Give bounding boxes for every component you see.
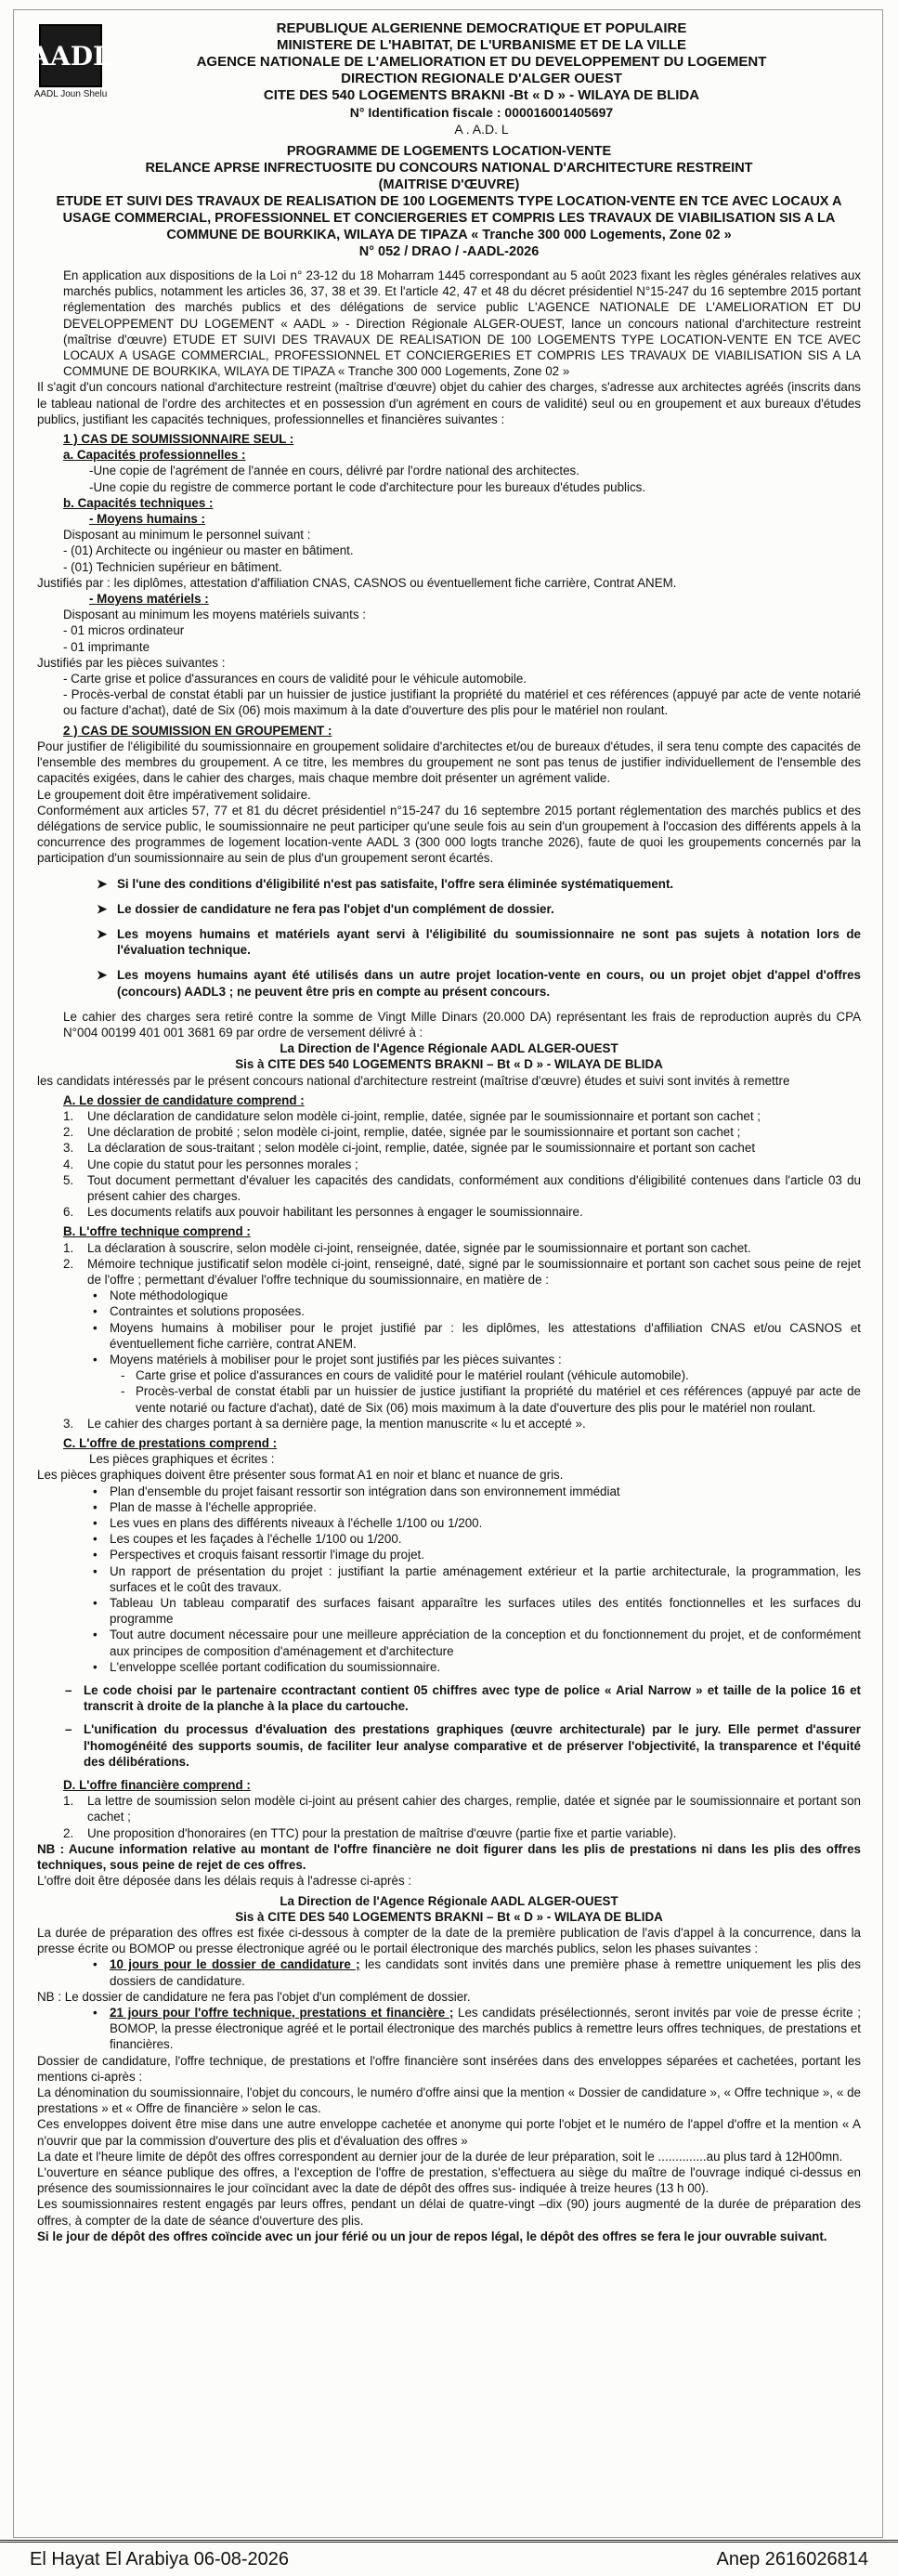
list-item: • Tableau Un tableau comparatif des surfaces faisant apparaître les surfaces utiles des entités fonctionnelles et les surfaces du programme	[93, 1596, 861, 1627]
list-item: • Note méthodologique	[93, 1288, 228, 1303]
tender-title	[37, 143, 861, 260]
anep-reference: Anep 2616026814	[716, 2548, 868, 2569]
material-means-title: - Moyens matériels :	[89, 592, 209, 607]
group-paragraph: Le groupement doit être impérativement solidaire.	[37, 787, 311, 802]
candidates-invite: les candidats intéressés par le présent concours national d'architecture restreint (maîtrise d'œuvre) études et suivi sont invités à remettre	[37, 1073, 790, 1088]
list-item: • 21 jours pour l'offre technique, prestations et financière ; Les candidats présélectionnés, seront invités par voie de presse écrite ; BOMOP, la presse électronique agréé et le portail électronique des marchés publics à remettre leurs offres techniques, de prestations et financières.	[93, 2005, 861, 2052]
section-d-title: D. L'offre financière comprend :	[63, 1778, 251, 1793]
deadline-paragraph: La date et l'heure limite de dépôt des offres correspondent au dernier jour de la durée de leur préparation, soit le ..............au plus tard à 12H00mn.	[37, 2149, 843, 2164]
material-means-intro: Disposant au minimum les moyens matériels suivants :	[63, 608, 366, 622]
eligibility-note: ➤ Les moyens humains ayant été utilisés dans un autre projet location-vente en cours, ou un projet objet d'appel d'offres (concours) AADL3 ; ne peuvent être pris en compte au présent concours.	[97, 968, 861, 999]
ministry-title: MINISTERE DE L'HABITAT, DE L'URBANISME ET DE LA VILLE	[276, 37, 687, 53]
list-item: • Moyens matériels à mobiliser pour le projet sont justifiés par les pièces suivantes :	[93, 1353, 562, 1366]
material-means-justif: Justifiés par les pièces suivantes :	[37, 655, 226, 670]
list-item: • Plan de masse à l'échelle appropriée.	[93, 1499, 317, 1514]
section-1-title: 1 ) CAS DE SOUMISSIONNAIRE SEUL :	[63, 432, 294, 447]
intro-paragraph-2: Il s'agit d'un concours national d'architecture restreint (maîtrise d'œuvre) objet du cahier des charges, s'adresse aux architectes agréés (inscrits dans le tableau national de l'ordre des architectes et en possession d'un agrément en cours de validité) seul ou en groupement et aux bureaux d'études publics, justifiant les capacités techniques, professionnelles et financières suivantes :	[37, 380, 861, 426]
list-item: • L'enveloppe scellée portant codification du soumissionnaire.	[93, 1659, 441, 1674]
material-means-item: - Carte grise et police d'assurances en cours de validité pour le véhicule automobile.	[63, 672, 527, 686]
group-paragraph: Pour justifier de l'éligibilité du soumissionnaire en groupement solidaire d'architectes et/ou de bureaux d'études, il sera tenu compte des capacités de l'ensemble des membres du groupement. A ce titre, les membres du groupement ne sont pas tenus de justifier individuellement de l'ensemble des capacités exigées, dans le cahier des charges, mais chaque membre doit présenter un agrément valide.	[37, 739, 861, 786]
acronym: A . A.D. L	[454, 122, 509, 137]
intro-paragraph: En application aux dispositions de la Loi n° 23-12 du 18 Moharram 1445 correspondant au 5 août 2023 fixant les règles générales relatives aux marchés publics, notamment les articles 36, 37, 38 et 39. Et l'article 42, 47 et 48 du décret présidentiel N°15-247 du 16 septembre 2015 portant réglementation des marchés publics et des délégations de service public L'AGENCE NATIONALE DE L'AMELIORATION ET DU DEVELOPPEMENT DU LOGEMENT « AADL » - Direction Régionale ALGER-OUEST, lance un concours national d'architecture restreint (maîtrise d'œuvre) ETUDE ET SUIVI DES TRAVAUX DE REALISATION DE 100 LOGEMENTS TYPE LOCATION-VENTE EN TCE AVEC LOCAUX A USAGE COMMERCIAL, PROFESSIONNEL ET CONCIERGERIES ET COMPRIS LES TRAVAUX DE VIABILISATION SIS A LA COMMUNE DE BOURKIKA, WILAYA DE TIPAZA « Tranche 300 000 Logements, Zone 02 »	[63, 268, 861, 379]
list-item: - Carte grise et police d'assurances en cours de validité pour le matériel roulant (véhicule automobile).	[121, 1368, 689, 1383]
list-item: • Moyens humains à mobiliser pour le projet justifié par : les diplômes, les attestations d'affiliation CNAS et/ou CASNOS et éventuellement fiche carrière, contrat ANEM.	[93, 1320, 861, 1351]
direction-title: DIRECTION REGIONALE D'ALGER OUEST	[341, 71, 622, 86]
aadl-logo: AADL	[39, 24, 102, 87]
fiscal-id: N° Identification fiscale : 000016001405697	[349, 105, 614, 120]
list-item: 1. La lettre de soumission selon modèle ci-joint au présent cahier des charges, remplie, datée et signée par le soumissionnaire et portant son cachet ;	[63, 1794, 861, 1824]
agency-title: AGENCE NATIONALE DE L'AMELIORATION ET DU DEVELOPPEMENT DU LOGEMENT	[196, 54, 767, 70]
list-item: • Tout autre document nécessaire pour une meilleure appréciation de la conception et du fonctionnement du projet, et de conformément aux principes de composition d'aménagement et d'architecture	[93, 1628, 861, 1658]
list-item: • Un rapport de présentation du projet : justifiant la partie aménagement extérieur et la partie architecturale, la programmation, les surfaces et le coût des travaux.	[93, 1563, 861, 1594]
deposit-text: L'offre doit être déposée dans les délais requis à l'adresse ci-après :	[37, 1874, 412, 1889]
list-item: 3. La déclaration de sous-traitant ; selon modèle ci-joint, remplie, datée, signée par le soumissionnaire et portant son cachet	[63, 1141, 756, 1156]
address: CITE DES 540 LOGEMENTS BRAKNI -Bt « D » - WILAYA DE BLIDA	[263, 87, 700, 103]
human-means-justif: Justifiés par : les diplômes, attestation d'affiliation CNAS, CASNOS ou éventuellement fiche carrière, Contrat ANEM.	[37, 575, 677, 590]
holiday-paragraph: Si le jour de dépôt des offres coïncide avec un jour férié ou un jour de repos légal, le dépôt des offres se fera le jour ouvrable suivant.	[37, 2229, 827, 2243]
human-means-title: - Moyens humains :	[89, 512, 205, 527]
tech-capacities-title: b. Capacités techniques :	[63, 495, 214, 510]
list-item: - Procès-verbal de constat établi par un huissier de justice justifiant la propriété du matériel et ces références (appuyé par acte de vente notarié ou facture d'achat), daté de Six (06) mois maximum à la date d'ouverture des plis pour le matériel non roulant.	[121, 1384, 861, 1415]
arrow-icon: ➤	[97, 968, 108, 983]
section-a-title: A. Le dossier de candidature comprend :	[63, 1092, 305, 1107]
project-title: ETUDE ET SUIVI DES TRAVAUX DE REALISATION DE 100 LOGEMENTS TYPE LOCATION-VENTE EN TCE AVEC LOCAUX A USAGE COMMERCIAL, PROFESSIONNEL ET CONCIERGERIES ET COMPRIS LES TRAVAUX DE VIABILISATION SIS A LA COMMUNE DE BOURKIKA, WILAYA DE TIPAZA « Tranche 300 000 Logements, Zone 02 »	[56, 194, 842, 242]
list-item: 2. Mémoire technique justificatif selon modèle ci-joint, renseigné, daté, signé par le soumissionnaire et portant son cachet sous peine de rejet de l'offre ; permettant d'évaluer l'offre technique du soumissionnaire, en matière de :	[63, 1256, 861, 1287]
graphics-subtitle: Les pièces graphiques et écrites :	[89, 1452, 275, 1467]
list-item: • 10 jours pour le dossier de candidature ; les candidats sont invités dans une première phase à remettre uniquement les plis des dossiers de candidature.	[93, 1957, 861, 1988]
list-item: 2. Une déclaration de probité ; selon modèle ci-joint, remplie, datée, signée par le soumissionnaire et portant son cachet ;	[63, 1125, 741, 1140]
dash-icon: –	[65, 1683, 72, 1698]
eligibility-note: ➤ Les moyens humains et matériels ayant servi à l'éligibilité du soumissionnaire ne sont pas sujets à notation lors de l'évaluation technique.	[97, 926, 861, 958]
list-item: 6. Les documents relatifs aux pouvoir habilitant les personnes à engager le soumissionnaire.	[63, 1205, 583, 1220]
human-means-intro: Disposant au minimum le personnel suivant :	[63, 528, 311, 543]
direction-address: Sis à CITE DES 540 LOGEMENTS BRAKNI – Bt « D » - WILAYA DE BLIDA	[235, 1057, 663, 1072]
list-item: 3. Le cahier des charges portant à sa dernière page, la mention manuscrite « lu et accepté ».	[63, 1416, 586, 1431]
code-note: – Le code choisi par le partenaire ccontractant contient 05 chiffres avec type de police « Arial Narrow » et taille de la police 16 et transcrit à droite de la planche à la place du cartouche.	[65, 1683, 861, 1714]
material-means-item: - Procès-verbal de constat établi par un huissier de justice justifiant la propriété du matériel et ces références (appuyé par acte de vente notarié ou facture d'achat), daté de Six (06) mois maximum à la date d'ouverture des plis pour le matériel non roulant.	[63, 687, 861, 718]
opening-paragraph: L'ouverture en séance publique des offres, a l'exception de l'offre de prestation, s'effectuera au siège du maître de l'ouvrage indiqué ci-dessus en présence des soumissionnaires le jour coïncidant avec la date de dépôt des offres sus- indiquée à treize heures (13 h 00).	[37, 2164, 861, 2196]
section-c-title: C. L'offre de prestations comprend :	[63, 1436, 278, 1451]
envelope-paragraph: Ces enveloppes doivent être mise dans une autre enveloppe cachetée et anonyme qui porte l'objet et le numéro de l'appel d'offre et la mention « A n'ouvrir que par la commission d'ouverture des plis et d'évaluation des offres »	[37, 2117, 861, 2148]
list-item: • Contraintes et solutions proposées.	[93, 1304, 305, 1319]
eligibility-note: ➤ Le dossier de candidature ne fera pas l'objet d'un complément de dossier.	[97, 901, 554, 916]
envelope-paragraph: La dénomination du soumissionnaire, l'objet du concours, le numéro d'offre ainsi que la mention « Dossier de candidature », « Offre technique », « de prestations » et « Offre de financière » selon le cas.	[37, 2085, 861, 2116]
human-means-item: - (01) Architecte ou ingénieur ou master en bâtiment.	[63, 543, 354, 558]
list-item: 1. Une déclaration de candidature selon modèle ci-joint, remplie, datée, signée par le soumissionnaire et portant son cachet ;	[63, 1108, 761, 1123]
candidacy-nb: NB : Le dossier de candidature ne fera pas l'objet d'un complément de dossier.	[37, 1989, 471, 2004]
program-title: PROGRAMME DE LOGEMENTS LOCATION-VENTE	[286, 144, 612, 159]
prof-capacities-title: a. Capacités professionnelles :	[63, 448, 246, 463]
prof-item: -Une copie de l'agrément de l'année en cours, délivré par l'ordre national des architectes.	[89, 464, 579, 478]
direction-name: La Direction de l'Agence Régionale AADL ALGER-OUEST	[280, 1041, 618, 1056]
arrow-icon: ➤	[97, 901, 108, 916]
newspaper-name: El Hayat El Arabiya 06-08-2026	[30, 2548, 290, 2569]
direction-name: La Direction de l'Agence Régionale AADL ALGER-OUEST	[280, 1893, 618, 1908]
list-item: 4. Une copie du statut pour les personnes morales ;	[63, 1157, 358, 1171]
human-means-item: - (01) Technicien supérieur en bâtiment.	[63, 559, 282, 574]
material-means-item: - 01 imprimante	[63, 639, 150, 654]
section-b-title: B. L'offre technique comprend :	[63, 1224, 251, 1239]
tender-number: N° 052 / DRAO / -AADL-2026	[358, 244, 540, 259]
envelope-paragraph: Dossier de candidature, l'offre technique, de prestations et l'offre financière sont insérées dans des enveloppes séparées et cachetées, portant les mentions ci-après :	[37, 2053, 861, 2084]
graphics-intro: Les pièces graphiques doivent être présenter sous format A1 en noir et blanc et nuance de gris.	[37, 1468, 564, 1483]
engagement-paragraph: Les soumissionnaires restent engagés par leurs offres, pendant un délai de quatre-vingt –dix (90) jours augmenté de la durée de préparation des offres, à compter de la date de séance d'ouverture des plis.	[37, 2197, 861, 2228]
arrow-icon: ➤	[97, 926, 108, 941]
section-2-title: 2 ) CAS DE SOUMISSION EN GROUPEMENT :	[63, 723, 332, 738]
list-item: 2. Une proposition d'honoraires (en TTC) pour la prestation de maîtrise d'œuvre (partie fixe et partie variable).	[63, 1825, 677, 1840]
list-item: • Perspectives et croquis faisant ressortir l'image du projet.	[93, 1548, 424, 1563]
arrow-icon: ➤	[97, 876, 108, 891]
list-item: 1. La déclaration à souscrire, selon modèle ci-joint, renseignée, datée, signée par le soumissionnaire et portant son cachet.	[63, 1240, 751, 1255]
notice-body	[37, 268, 861, 2244]
list-item: • Les vues en plans des différents niveaux à l'échelle 1/100 ou 1/200.	[93, 1516, 483, 1531]
notice-header	[102, 20, 861, 137]
dash-icon: –	[65, 1722, 72, 1737]
code-note: – L'unification du processus d'évaluation des prestations graphiques (œuvre architecturale) par le jury. Elle permet d'assurer l'homogénéité des supports soumis, de faciliter leur analyse comparative et de préserver l'objectivité, la transparence et l'équité des délibérations.	[65, 1722, 861, 1769]
material-means-item: - 01 micros ordinateur	[63, 623, 185, 638]
relaunch-title: RELANCE APRSE INFRECTUOSITE DU CONCOURS NATIONAL D'ARCHITECTURE RESTREINT	[145, 161, 753, 176]
moe-title: (MAITRISE D'ŒUVRE)	[378, 177, 520, 192]
republic-title: REPUBLIQUE ALGERIENNE DEMOCRATIQUE ET POPULAIRE	[276, 20, 687, 36]
eligibility-note: ➤ Si l'une des conditions d'éligibilité n'est pas satisfaite, l'offre sera éliminée systématiquement.	[97, 876, 674, 891]
duration-paragraph: La durée de préparation des offres est fixée ci-dessous à compter de la date de la première publication de l'avis d'appel à la concurrence, dans la presse écrite ou BOMOP ou presse électronique agréé ou le portail électronique des marchés publics, selon les phases suivantes :	[37, 1925, 861, 1956]
list-item: • Plan d'ensemble du projet faisant ressortir son intégration dans son environnement immédiat	[93, 1484, 620, 1498]
financial-nb: NB : Aucune information relative au montant de l'offre financière ne doit figurer dans les plis de prestations ni dans les plis des offres techniques, sous peine de rejet de ces offres.	[37, 1841, 861, 1873]
group-paragraph: Conformément aux articles 57, 77 et 81 du décret présidentiel n°15-247 du 16 septembre 2015 portant réglementation des marchés publics et des délégations de service public, le soumissionnaire ne peut participer qu'une seule fois au sein d'un groupement à l'occasion des différents appels à la concurrence des programmes de logement location-vente AADL 3 (300 000 logts tranche 2026), faute de quoi les groupements concernés par la participation d'un soumissionnaire au sein de plus d'un groupement seront écartés.	[37, 803, 861, 866]
specs-fee-paragraph: Le cahier des charges sera retiré contre la somme de Vingt Mille Dinars (20.000 DA) représentant les frais de reproduction auprès du CPA N°004 00199 401 001 3681 69 par ordre de versement délivré à :	[63, 1009, 861, 1040]
logo-caption: AADL Joun Shelu	[33, 89, 108, 99]
list-item: • Les coupes et les façades à l'échelle 1/100 ou 1/200.	[93, 1532, 402, 1547]
prof-item: -Une copie du registre de commerce portant le code d'architecture pour les bureaux d'études publics.	[89, 479, 646, 494]
direction-address: Sis à CITE DES 540 LOGEMENTS BRAKNI – Bt « D » - WILAYA DE BLIDA	[235, 1909, 663, 1924]
list-item: 5. Tout document permettant d'évaluer les capacités des candidats, conformément aux conditions d'éligibilité contenues dans l'article 03 du présent cahier des charges.	[63, 1172, 861, 1203]
newspaper-footer	[0, 2540, 898, 2576]
